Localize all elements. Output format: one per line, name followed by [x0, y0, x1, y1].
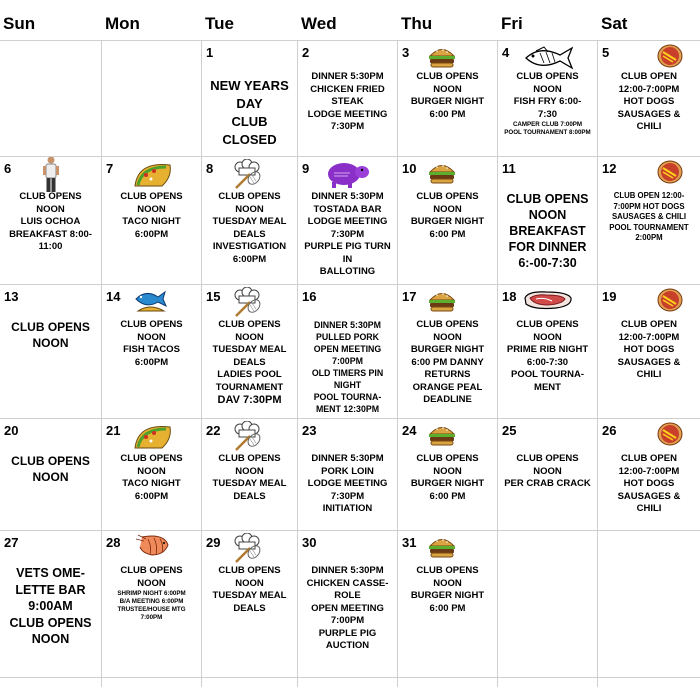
event-line: 6:00 PM DANNY [411, 356, 484, 368]
day-number: 4 [502, 45, 510, 60]
event-line: 12:00-7:00PM [618, 465, 680, 477]
day-number: 30 [302, 535, 317, 550]
event-line: ROLE [334, 590, 361, 601]
event-line: CLUB OPEN [621, 319, 677, 330]
chef-whisk-icon [230, 159, 264, 194]
event-text [102, 565, 201, 622]
event-line: DAY [236, 96, 263, 111]
day-number: 12 [602, 161, 617, 176]
event-line: BALLOTING [319, 266, 376, 277]
event-line: NOON [36, 203, 65, 215]
event-line: 7:30PM [330, 121, 365, 132]
event-line-emphasis: DAV 7:30PM [217, 394, 282, 406]
event-line: SAUSAGES & CHILI [611, 212, 687, 221]
event-line: CLUB OPENS [218, 191, 281, 202]
burger-icon [428, 45, 456, 74]
event-line: NOON [235, 465, 264, 477]
event-line: NOON [137, 465, 166, 477]
day-cell-4 [498, 41, 598, 157]
event-small-line: 7:00PM [140, 614, 163, 621]
event-line: 6:00PM [134, 228, 169, 240]
event-line: DEALS [233, 490, 266, 502]
event-line: LODGE MEETING [307, 216, 388, 227]
event-line: CLUB OPENS [416, 565, 479, 576]
event-line: CLUB [231, 114, 268, 129]
hotdog-icon [656, 421, 684, 452]
event-line: 6:00 PM [429, 490, 466, 502]
event-line: DEALS [233, 228, 266, 240]
day-number: 8 [206, 161, 214, 176]
event-line: CLOSED [222, 132, 277, 147]
event-line: DINNER 5:30PM [314, 320, 381, 330]
event-line: MENT [534, 381, 561, 393]
day-number: 21 [106, 423, 121, 438]
event-line: DEALS [233, 356, 266, 368]
event-line: HOT DOGS [623, 96, 675, 107]
day-number: 25 [502, 423, 517, 438]
event-line: BURGER NIGHT [410, 216, 485, 227]
event-line: HOT DOGS [623, 344, 675, 355]
event-line: PURPLE PIG TURN IN [304, 241, 391, 265]
event-line: 7:30PM [330, 228, 365, 240]
event-line: CLUB OPENS [416, 453, 479, 464]
taco-icon [132, 421, 174, 456]
event-line: 6:00PM [134, 356, 169, 368]
day-cell-20 [0, 419, 102, 531]
event-line: BREAKFAST [509, 224, 586, 238]
day-cell-26 [598, 419, 700, 531]
event-text [398, 71, 497, 121]
event-text [298, 565, 397, 653]
event-text [398, 319, 497, 407]
event-text [102, 453, 201, 503]
event-small-line: B/A MEETING 6:00PM [119, 598, 184, 605]
chef-whisk-icon [230, 287, 264, 322]
day-cell-9 [298, 157, 398, 285]
event-line: CLUB OPENS [416, 319, 479, 330]
day-cell-10 [398, 157, 498, 285]
event-line: 6:00 PM [429, 602, 466, 614]
event-line: CLUB OPENS [120, 565, 183, 576]
day-cell [0, 41, 102, 157]
weekday-header [0, 0, 700, 40]
event-line: BURGER NIGHT [410, 344, 485, 355]
event-text [202, 565, 297, 615]
event-line: BURGER NIGHT [410, 478, 485, 489]
event-line: 11:00 [38, 241, 63, 252]
event-line: LODGE MEETING [307, 478, 388, 489]
spacer-cell [598, 678, 700, 687]
day-cell-14 [102, 285, 202, 419]
event-text [202, 191, 297, 266]
day-number: 9 [302, 161, 310, 176]
event-line: BURGER NIGHT [410, 590, 485, 601]
event-line: CLUB OPENS [506, 192, 589, 206]
event-line: DEADLINE [423, 394, 472, 405]
event-line: 2:00PM [635, 233, 663, 242]
event-line: NOON [32, 336, 69, 350]
hotdog-icon [656, 159, 684, 190]
calendar-grid [0, 40, 700, 687]
day-cell-24 [398, 419, 498, 531]
day-number: 26 [602, 423, 617, 438]
taco-icon [132, 159, 174, 194]
day-number: 1 [206, 45, 214, 60]
event-line: POOL TOURNAMENT [609, 222, 689, 232]
event-line: CLUB OPENS [516, 71, 579, 82]
day-cell-16 [298, 285, 398, 419]
weekday-sun: Sun [3, 14, 36, 33]
event-text [498, 71, 597, 137]
event-line: CHILI [636, 121, 662, 132]
weekday-sat: Sat [601, 14, 628, 33]
day-cell-29 [202, 531, 298, 678]
event-text [0, 453, 101, 485]
day-number: 19 [602, 289, 617, 304]
day-number: 23 [302, 423, 317, 438]
day-cell-7 [102, 157, 202, 285]
event-text [102, 191, 201, 241]
day-cell-30 [298, 531, 398, 678]
event-line: CHICKEN CASSE- [306, 577, 389, 589]
event-small-line: TRUSTEE/HOUSE MTG [117, 606, 186, 613]
event-line: NOON [433, 577, 462, 589]
day-cell-31 [398, 531, 498, 678]
day-cell-13 [0, 285, 102, 419]
event-line: NOON [32, 470, 69, 484]
event-line: NOON [235, 331, 264, 343]
event-line: VETS OME- [16, 566, 85, 580]
event-line: POOL TOURNA- [510, 369, 584, 380]
shrimp-icon [134, 533, 174, 564]
day-number: 24 [402, 423, 417, 438]
day-number: 16 [302, 289, 317, 304]
event-line: CLUB OPENS [218, 319, 281, 330]
event-line: FOR DINNER [508, 240, 587, 254]
event-line: PORK LOIN [321, 465, 374, 477]
event-text [598, 71, 700, 134]
day-cell-18 [498, 285, 598, 419]
steak-icon [522, 289, 574, 316]
day-cell-6 [0, 157, 102, 285]
day-number: 13 [4, 289, 19, 304]
event-line: LUIS OCHOA [20, 216, 81, 227]
event-line: LODGE MEETING [307, 108, 388, 120]
event-line: NOON [137, 331, 166, 343]
hotdog-icon [656, 43, 684, 74]
day-number: 20 [4, 423, 19, 438]
event-text [598, 191, 700, 244]
event-line: TUESDAY MEAL [212, 344, 287, 355]
day-cell-22 [202, 419, 298, 531]
event-line: FISH FRY 6:00- [513, 96, 582, 107]
event-line: CLUB OPENS [11, 454, 90, 468]
day-cell-28 [102, 531, 202, 678]
day-cell-1 [202, 41, 298, 157]
event-text [0, 565, 101, 648]
weekday-tue: Tue [205, 14, 234, 33]
event-line: FISH TACOS [123, 344, 180, 355]
day-number: 10 [402, 161, 417, 176]
day-number: 6 [4, 161, 12, 176]
event-line: CLUB OPENS [120, 453, 183, 464]
event-line: 9:00AM [28, 599, 73, 613]
event-line: NOON [235, 203, 264, 215]
day-cell-11 [498, 157, 598, 285]
weekday-wed: Wed [301, 14, 337, 33]
event-line: DINNER 5:30PM [311, 191, 384, 202]
event-line: CLUB OPENS [11, 320, 90, 334]
event-text [0, 191, 101, 254]
event-line: NOON [433, 203, 462, 215]
event-line: CLUB OPEN [621, 453, 677, 464]
event-line: CLUB OPEN 12:00- [613, 191, 685, 200]
weekday-fri: Fri [501, 14, 523, 33]
event-text [598, 453, 700, 516]
event-line: DINNER 5:30PM [311, 565, 384, 576]
event-text [398, 453, 497, 503]
weekday-thu: Thu [401, 14, 433, 33]
event-line: CLUB OPENS [9, 615, 92, 630]
event-line: NOON [433, 331, 462, 343]
event-line: 7:30 [537, 108, 557, 120]
event-line: SAUSAGES & [617, 108, 681, 120]
event-line: CLUB OPENS [416, 191, 479, 202]
event-small-line: CAMPER CLUB 7:00PM [512, 121, 583, 128]
event-line: CHICKEN FRIED [310, 83, 385, 95]
event-text [498, 453, 597, 491]
day-number: 22 [206, 423, 221, 438]
event-line: NIGHT [333, 380, 362, 390]
event-line: 6:-00-7:30 [518, 256, 577, 270]
event-line: POOL TOURNA- [313, 392, 382, 402]
spacer-cell [0, 678, 102, 687]
event-line: CHILI [636, 369, 662, 380]
event-line: NOON [433, 83, 462, 95]
day-number: 17 [402, 289, 417, 304]
event-text [398, 565, 497, 615]
event-line: HOT DOGS [623, 478, 675, 489]
event-text [298, 319, 397, 415]
day-cell-12 [598, 157, 700, 285]
event-line: TUESDAY MEAL [212, 590, 287, 601]
weekday-mon: Mon [105, 14, 140, 33]
event-line: TOURNAMENT [215, 381, 284, 393]
spacer-cell [498, 678, 598, 687]
event-line: OPEN MEETING [311, 602, 384, 614]
event-text [202, 319, 297, 407]
burger-icon [428, 161, 456, 190]
day-number: 2 [302, 45, 310, 60]
event-line: OPEN MEETING [313, 344, 382, 354]
day-number: 11 [502, 161, 516, 176]
spacer-cell [102, 678, 202, 687]
event-line: ORANGE PEAL [412, 381, 483, 393]
day-cell-23 [298, 419, 398, 531]
event-line: AUCTION [325, 640, 370, 651]
event-line: CLUB OPENS [218, 453, 281, 464]
event-line: TACO NIGHT [122, 478, 181, 489]
event-line: CLUB OPENS [218, 565, 281, 576]
day-cell [102, 41, 202, 157]
spacer-cell [398, 678, 498, 687]
event-line: PULLED PORK [315, 332, 380, 342]
event-text [0, 319, 101, 351]
event-text [498, 319, 597, 394]
event-line: INVESTIGATION [212, 241, 287, 252]
event-line: PURPLE PIG [318, 627, 377, 639]
spacer-cell [298, 678, 398, 687]
day-number: 28 [106, 535, 121, 550]
event-line: CLUB OPENS [416, 71, 479, 82]
event-line: NOON [533, 83, 562, 95]
spacer-cell [202, 678, 298, 687]
chef-whisk-icon [230, 421, 264, 456]
purple-pig-icon [324, 159, 370, 194]
event-text [398, 191, 497, 241]
day-cell-19 [598, 285, 700, 419]
day-cell [498, 531, 598, 678]
event-line: CLUB OPENS [120, 191, 183, 202]
event-text [102, 319, 201, 369]
day-cell-25 [498, 419, 598, 531]
day-cell-8 [202, 157, 298, 285]
day-number: 31 [402, 535, 417, 550]
event-line: CHILI [636, 503, 662, 514]
event-text [298, 71, 397, 134]
event-line: 7:00PM HOT DOGS [613, 201, 685, 211]
event-text [498, 191, 597, 271]
day-cell [598, 531, 700, 678]
event-line: NOON [31, 632, 70, 646]
event-line: NEW YEARS [210, 78, 289, 93]
event-line: NOON [528, 208, 567, 222]
event-line: 12:00-7:00PM [618, 331, 680, 343]
event-line: OLD TIMERS PIN [311, 368, 384, 378]
day-cell-27 [0, 531, 102, 678]
event-line: LADIES POOL [217, 369, 282, 380]
event-line: CLUB OPENS [19, 191, 82, 202]
event-line: CLUB OPENS [516, 453, 579, 464]
burger-icon [428, 289, 456, 318]
event-line: 6:00PM [134, 490, 169, 502]
day-cell-15 [202, 285, 298, 419]
event-text [298, 453, 397, 516]
event-line: INITIATION [322, 503, 373, 514]
event-line: DINNER 5:30PM [311, 453, 384, 464]
event-line: TUESDAY MEAL [212, 478, 287, 489]
hotdog-icon [656, 287, 684, 318]
event-line: TOSTADA BAR [313, 203, 382, 215]
event-text [202, 77, 297, 149]
burger-icon [428, 423, 456, 452]
event-line: 12:00-7:00PM [618, 83, 680, 95]
event-line: CLUB OPENS [516, 319, 579, 330]
event-line: DINNER 5:30PM [311, 71, 384, 82]
day-number: 18 [502, 289, 517, 304]
event-line: DEALS [233, 602, 266, 614]
event-line: NOON [137, 577, 166, 589]
event-line: STEAK [331, 96, 364, 107]
day-number: 14 [106, 289, 121, 304]
event-text [598, 319, 700, 382]
event-line: 7:30PM [330, 490, 365, 502]
event-line: 6:00-7:30 [526, 356, 569, 368]
event-line: SAUSAGES & [617, 356, 681, 368]
burger-icon [428, 535, 456, 564]
event-text [298, 191, 397, 279]
day-number: 3 [402, 45, 410, 60]
event-small-line: POOL TOURNAMENT 8:00PM [504, 129, 591, 136]
event-line: NOON [433, 465, 462, 477]
day-number: 15 [206, 289, 221, 304]
event-line: CLUB OPEN [621, 71, 677, 82]
event-line: TUESDAY MEAL [212, 216, 287, 227]
day-cell-17 [398, 285, 498, 419]
event-line: TACO NIGHT [122, 216, 181, 227]
event-line: NOON [137, 203, 166, 215]
event-line: NOON [235, 577, 264, 589]
day-cell-21 [102, 419, 202, 531]
event-line: 6:00 PM [429, 108, 466, 120]
fish-taco-icon [132, 287, 168, 318]
event-line: NOON [533, 331, 562, 343]
event-line: 7:00PM [330, 615, 365, 626]
event-line: MENT 12:30PM [315, 404, 380, 414]
day-cell-3 [398, 41, 498, 157]
event-line: BURGER NIGHT [410, 96, 485, 107]
day-number: 29 [206, 535, 221, 550]
event-line: CLUB OPENS [120, 319, 183, 330]
event-line: PER CRAB CRACK [504, 478, 591, 489]
event-line: 7:00PM [332, 356, 363, 366]
event-small-line: SHRIMP NIGHT 6:00PM [117, 590, 186, 597]
chef-whisk-icon [230, 533, 264, 568]
day-number: 27 [4, 535, 19, 550]
day-number: 7 [106, 161, 114, 176]
event-text [202, 453, 297, 503]
day-number: 5 [602, 45, 610, 60]
day-cell-2 [298, 41, 398, 157]
event-line: BREAKFAST 8:00- [9, 228, 92, 240]
event-line: NOON [533, 465, 562, 477]
event-line: 6:00PM [232, 253, 267, 265]
event-line: LETTE BAR [15, 582, 86, 597]
event-line: PRIME RIB NIGHT [506, 344, 589, 355]
event-line: SAUSAGES & [617, 490, 681, 502]
day-cell-5 [598, 41, 700, 157]
event-line: RETURNS [424, 369, 471, 380]
event-line: 6:00 PM [429, 228, 466, 240]
